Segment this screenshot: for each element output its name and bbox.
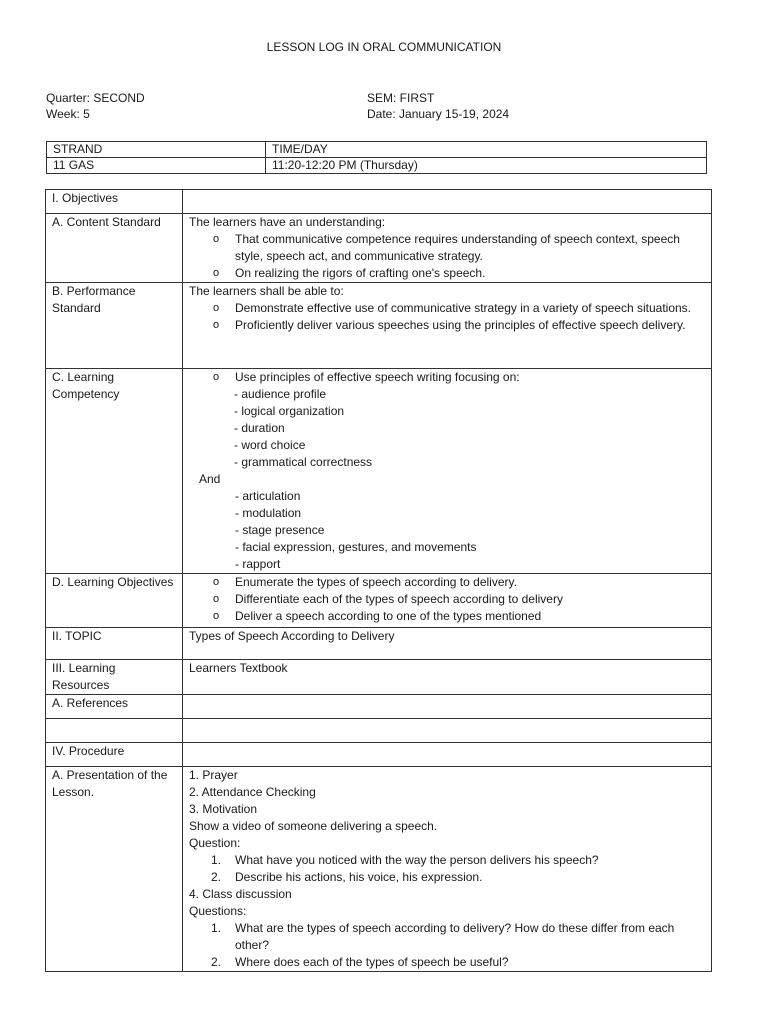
list-item: o That communicative competence requires understanding of speech context, speech style, speech act, and communicative strategy. (213, 232, 680, 263)
strand-table (46, 141, 707, 174)
sub-item: - audience profile (234, 387, 327, 401)
table-row (46, 628, 712, 660)
performance-standard-label: B. Performance Standard (46, 283, 183, 369)
list-item: o Proficiently deliver various speeches using the principles of effective speech delivery. (213, 318, 686, 332)
list-number: 1. (211, 853, 222, 867)
learning-competency-label: C. Learning Competency (46, 369, 183, 574)
quarter-text: Quarter: SECOND (46, 91, 145, 105)
list-item: 1. What are the types of speech according to delivery? How do these differ from each other? (211, 921, 675, 952)
strand-header: STRAND (47, 142, 266, 158)
table-row (46, 369, 712, 574)
table-row (46, 190, 712, 214)
list-item: o Differentiate each of the types of speech according to delivery (213, 592, 563, 606)
table-row (46, 767, 712, 972)
list-item: o On realizing the rigors of crafting one's speech. (213, 266, 486, 280)
bullet: o (213, 267, 220, 279)
procedure-step: 3. Motivation (189, 802, 258, 816)
page-title: LESSON LOG IN ORAL COMMUNICATION (266, 40, 502, 54)
list-number: 2. (211, 955, 222, 969)
table-row (46, 660, 712, 695)
lesson-plan-table (45, 189, 712, 972)
and-text: And (199, 472, 221, 486)
procedure-step: 1. Prayer (189, 768, 238, 782)
procedure-label: IV. Procedure (46, 743, 183, 767)
list-number: 1. (211, 921, 222, 935)
date-text: Date: January 15-19, 2024 (367, 107, 510, 121)
time-value: 11:20-12:20 PM (Thursday) (266, 158, 707, 174)
content-standard-label: A. Content Standard (46, 214, 183, 283)
learning-objectives-label: D. Learning Objectives (46, 574, 183, 628)
content-standard-intro: The learners have an understanding: (189, 215, 386, 229)
sub-item: - logical organization (234, 404, 345, 418)
procedure-step: 2. Attendance Checking (189, 785, 316, 799)
objectives-label: I. Objectives (46, 190, 183, 214)
sub-item: - rapport (235, 557, 281, 571)
list-item: o Deliver a speech according to one of the types mentioned (213, 609, 542, 623)
discussion-step: 4. Class discussion (189, 887, 292, 901)
table-row (46, 283, 712, 369)
time-header: TIME/DAY (266, 142, 707, 158)
questions-label: Questions: (189, 904, 247, 918)
list-number: 2. (211, 870, 222, 884)
sub-item: - word choice (234, 438, 306, 452)
week-text: Week: 5 (46, 107, 90, 121)
table-row (46, 214, 712, 283)
list-item: 2. Where does each of the types of speech be useful? (211, 955, 509, 969)
bullet: o (213, 233, 220, 245)
list-item: o Demonstrate effective use of communicative strategy in a variety of speech situations. (213, 301, 691, 315)
list-item: 1. What have you noticed with the way the person delivers his speech? (211, 853, 599, 867)
performance-standard-intro: The learners shall be able to: (189, 284, 344, 298)
question-label: Question: (189, 836, 241, 850)
topic-label: II. TOPIC (46, 628, 183, 660)
table-row (46, 574, 712, 628)
references-label: A. References (46, 695, 183, 719)
sem-text: SEM: FIRST (367, 91, 435, 105)
list-item: o Enumerate the types of speech according to delivery. (213, 575, 517, 589)
sub-item: - modulation (235, 506, 302, 520)
strand-value: 11 GAS (47, 158, 266, 174)
motivation-text: Show a video of someone delivering a speech. (189, 819, 438, 833)
bullet: o (213, 371, 220, 383)
learning-resources-label: III. Learning Resources (46, 660, 183, 695)
bullet: o (213, 610, 220, 622)
bullet: o (213, 319, 220, 331)
bullet: o (213, 593, 220, 605)
bullet: o (213, 302, 220, 314)
table-row (46, 695, 712, 719)
table-row (46, 743, 712, 767)
list-item: o Use principles of effective speech writing focusing on: (213, 370, 520, 384)
sub-item: - articulation (235, 489, 301, 503)
presentation-label: A. Presentation of the Lesson. (46, 767, 183, 972)
topic-value: Types of Speech According to Delivery (183, 628, 712, 660)
table-row (46, 719, 712, 743)
learning-resources-value: Learners Textbook (183, 660, 712, 695)
sub-item: - facial expression, gestures, and movements (235, 540, 477, 554)
sub-item: - stage presence (235, 523, 325, 537)
sub-item: - duration (234, 421, 285, 435)
bullet: o (213, 576, 220, 588)
list-item: 2. Describe his actions, his voice, his expression. (211, 870, 483, 884)
sub-item: - grammatical correctness (234, 455, 373, 469)
